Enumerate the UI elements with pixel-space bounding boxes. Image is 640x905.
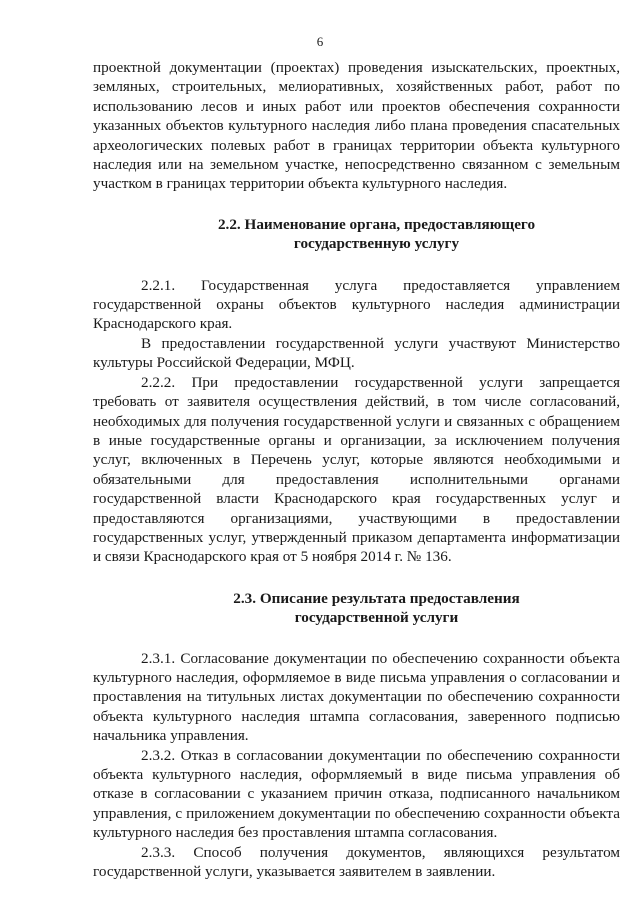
section-2-3-title-line2: государственной услуги	[294, 609, 459, 627]
paragraph-2-2-1-participants: В предоставлении государственной услуги участвуют Министерство культуры Российской Федерации, МФЦ.	[93, 334, 620, 372]
section-2-3-heading	[93, 589, 620, 628]
section-2-3-title-line1: 2.3. Описание результата предоставления	[233, 589, 520, 607]
paragraph-2-3-1: 2.3.1. Согласование документации по обеспечению сохранности объекта культурного наследия, оформляемое в виде письма управления о согласовании и проставления на титульных листах документации по обеспечению сохранности объекта культурного наследия штампа согласования, заверенного подписью начальника управления.	[93, 649, 620, 745]
intro-paragraph: проектной документации (проектах) проведения изыскательских, проектных, земляных, строительных, мелиоративных, хозяйственных работ, работ по использованию лесов и иных работ или проектов обеспечения сохранности указанных объектов культурного наследия либо плана проведения спасательных археологических полевых работ в границах территории объекта культурного наследия или на земельном участке, непосредственно связанном с земельным участком в границах территории объекта культурного наследия.	[93, 59, 620, 193]
paragraph-2-2-2: 2.2.2. При предоставлении государственной услуги запрещается требовать от заявителя осуществления действий, в том числе согласований, необходимых для получения государственной услуги и связанных с обращением в иные государственные органы и организации, за исключением получения услуг, включенных в Перечень услуг, которые являются необходимыми и обязательными для предоставления исполнительными органами государственной власти Краснодарского края государственных услуг и предоставляются организациями, участвующими в предоставлении государственных услуг, утвержденный приказом департамента информатизации и связи Краснодарского края от 5 ноября 2014 г. № 136.	[93, 373, 620, 566]
paragraph-2-3-2: 2.3.2. Отказ в согласовании документации по обеспечению сохранности объекта культурного наследия, оформляемый в виде письма управления об отказе в согласовании с указанием причин отказа, подписанного начальником управления, с приложением документации по обеспечению сохранности объекта культурного наследия без проставления штампа согласования.	[93, 746, 620, 842]
page-number: 6	[316, 34, 324, 49]
document-body	[93, 58, 620, 881]
paragraph-2-2-1: 2.2.1. Государственная услуга предоставляется управлением государственной охраны объектов культурного наследия администрации Краснодарского края.	[93, 276, 620, 333]
paragraph-2-3-3: 2.3.3. Способ получения документов, являющихся результатом государственной услуги, указывается заявителем в заявлении.	[93, 843, 620, 881]
section-2-2-title-line1: 2.2. Наименование органа, предоставляющего	[217, 215, 536, 233]
section-2-2-title-line2: государственную услугу	[293, 235, 460, 253]
section-2-2-heading	[93, 215, 620, 254]
